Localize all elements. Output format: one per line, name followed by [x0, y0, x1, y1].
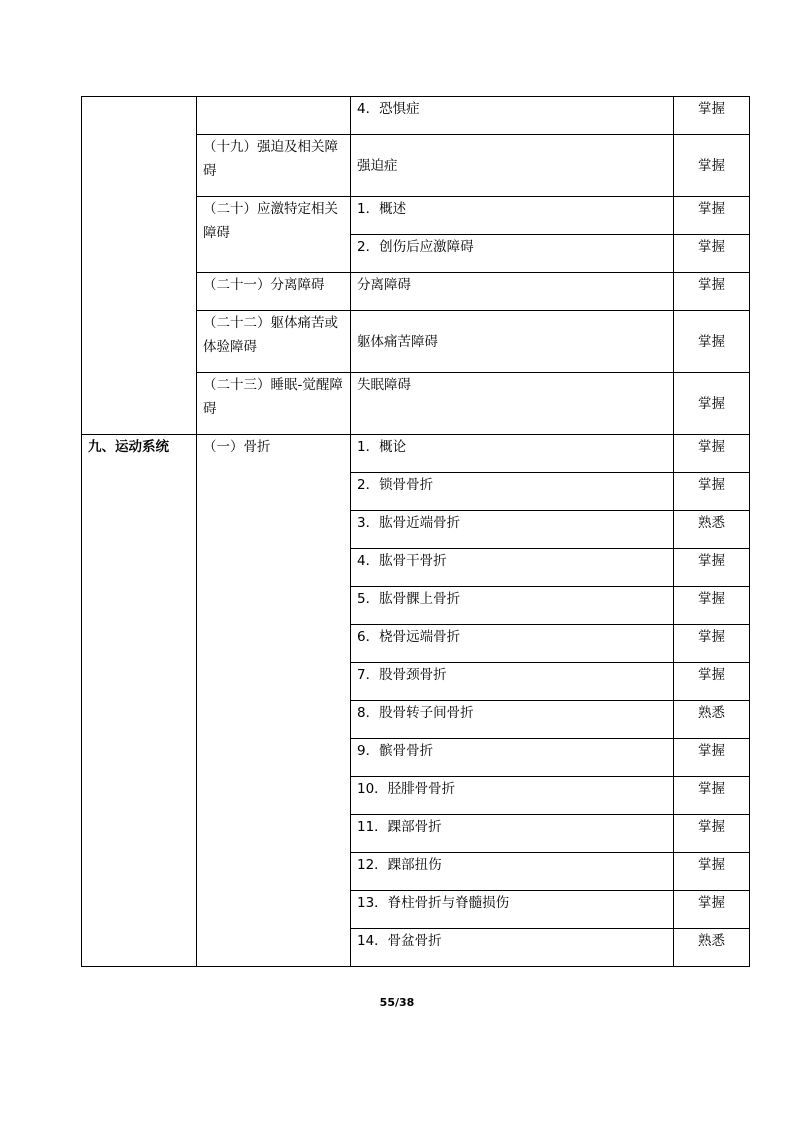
page-number: 55/38 [379, 996, 415, 1009]
table-row [82, 435, 750, 473]
level-cell: 掌握 [674, 663, 750, 701]
section-cell: （二十一）分离障碍 [197, 273, 351, 311]
unit-cell-empty [82, 97, 197, 435]
level-cell: 熟悉 [674, 929, 750, 967]
level-cell: 掌握 [674, 587, 750, 625]
level-cell: 熟悉 [674, 511, 750, 549]
topic-cell: 1．概述 [351, 197, 674, 235]
level-cell: 掌握 [674, 853, 750, 891]
level-cell: 掌握 [674, 777, 750, 815]
unit-cell: 九、运动系统 [82, 435, 197, 967]
level-cell: 掌握 [674, 235, 750, 273]
topic-cell: 2．创伤后应激障碍 [351, 235, 674, 273]
level-cell: 掌握 [674, 435, 750, 473]
section-cell: （一）骨折 [197, 435, 351, 967]
topic-cell: 躯体痛苦障碍 [351, 311, 674, 373]
topic-cell: 4．恐惧症 [351, 97, 674, 135]
topic-cell: 8．股骨转子间骨折 [351, 701, 674, 739]
level-cell: 掌握 [674, 549, 750, 587]
topic-cell: 失眠障碍 [351, 373, 674, 435]
level-cell: 掌握 [674, 311, 750, 373]
topic-cell: 4．肱骨干骨折 [351, 549, 674, 587]
level-cell: 掌握 [674, 135, 750, 197]
level-cell: 掌握 [674, 473, 750, 511]
topic-cell: 分离障碍 [351, 273, 674, 311]
topic-cell: 6．桡骨远端骨折 [351, 625, 674, 663]
section-cell: （二十）应激特定相关障碍 [197, 197, 351, 273]
level-cell: 掌握 [674, 625, 750, 663]
topic-cell: 11．踝部骨折 [351, 815, 674, 853]
level-cell: 掌握 [674, 815, 750, 853]
syllabus-table [81, 96, 750, 967]
level-cell: 掌握 [674, 197, 750, 235]
table-row [82, 97, 750, 135]
topic-cell: 12．踝部扭伤 [351, 853, 674, 891]
topic-cell: 9．髌骨骨折 [351, 739, 674, 777]
topic-cell: 3．肱骨近端骨折 [351, 511, 674, 549]
section-cell: （二十三）睡眠-觉醒障碍 [197, 373, 351, 435]
level-cell: 熟悉 [674, 701, 750, 739]
topic-cell: 10．胫腓骨骨折 [351, 777, 674, 815]
level-cell: 掌握 [674, 97, 750, 135]
topic-cell: 5．肱骨髁上骨折 [351, 587, 674, 625]
level-cell: 掌握 [674, 891, 750, 929]
topic-cell: 2．锁骨骨折 [351, 473, 674, 511]
section-cell [197, 97, 351, 135]
level-cell: 掌握 [674, 373, 750, 435]
topic-cell: 14．骨盆骨折 [351, 929, 674, 967]
topic-cell: 7．股骨颈骨折 [351, 663, 674, 701]
level-cell: 掌握 [674, 739, 750, 777]
topic-cell: 13．脊柱骨折与脊髓损伤 [351, 891, 674, 929]
section-cell: （二十二）躯体痛苦或体验障碍 [197, 311, 351, 373]
topic-cell: 强迫症 [351, 135, 674, 197]
topic-cell: 1．概论 [351, 435, 674, 473]
section-cell: （十九）强迫及相关障碍 [197, 135, 351, 197]
level-cell: 掌握 [674, 273, 750, 311]
